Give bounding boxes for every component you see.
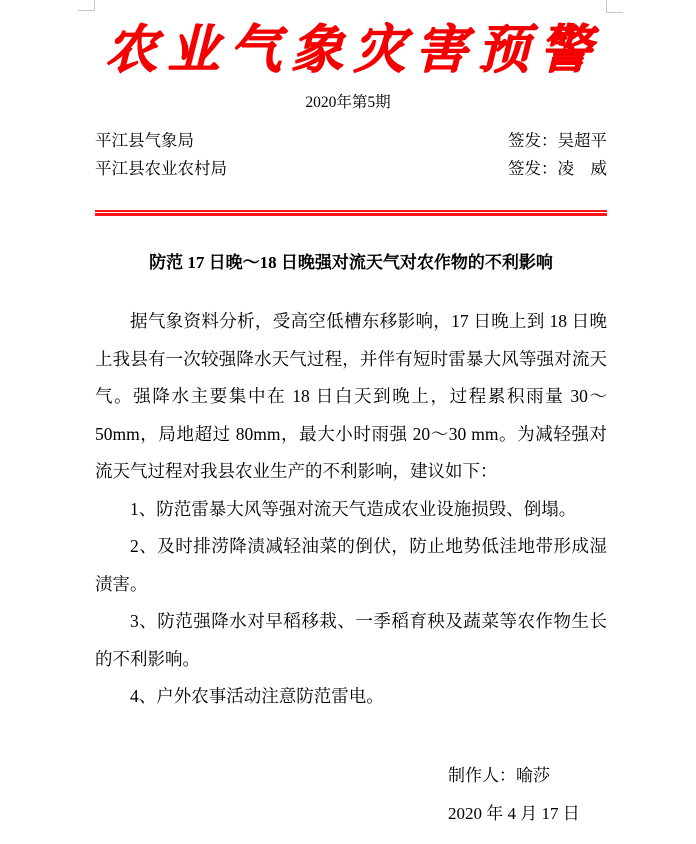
document-subject-title: 防范 17 日晚～18 日晚强对流天气对农作物的不利影响 [149,253,553,272]
margin-crop-mark-top-left [78,10,95,11]
suggestion-item-3: 3、防范强降水对早稻移栽、一季稻育秧及蔬菜等农作物生长的不利影响。 [95,611,607,669]
red-header-rule [95,210,607,216]
issuing-org-1: 平江县气象局 [95,131,194,150]
margin-crop-mark-top-right [606,12,623,13]
suggestion-item-1: 1、防范雷暴大风等强对流天气造成农业设施损毁、倒塌。 [130,498,577,519]
document-footer [448,757,580,832]
issuer-row [95,155,607,183]
signer-2: 签发：凌 威 [508,159,607,178]
document-body [95,303,607,716]
suggestion-item-4: 4、户外农事活动注意防范雷电。 [130,686,384,706]
date-line: 2020 年 4 月 17 日 [448,803,580,823]
red-rule-bottom-line [95,213,607,216]
body-paragraph: 据气象资料分析，受高空低槽东移影响，17 日晚上到 18 日晚上我县有一次较强降水天气过程，并伴有短时雷暴大风等强对流天气。强降水主要集中在 18 日白天到晚上，过程累积雨量 30～50mm，局地超过 80mm，最大小时雨强 20～30 mm。为减轻强对流天气过程对我县农业生产的不利影响，建议如下： [95,311,607,481]
producer-line: 制作人：喻莎 [448,766,550,785]
banner-title: 农业气象灾害预警 [104,19,601,80]
issuer-section [95,127,607,183]
issuing-org-2: 平江县农业农村局 [95,159,227,178]
suggestion-item-2: 2、及时排涝降渍减轻油菜的倒伏，防止地势低洼地带形成湿渍害。 [95,536,607,594]
signer-1: 签发：吴超平 [508,131,607,150]
issuer-row [95,127,607,155]
issue-number: 2020年第5期 [305,94,391,111]
